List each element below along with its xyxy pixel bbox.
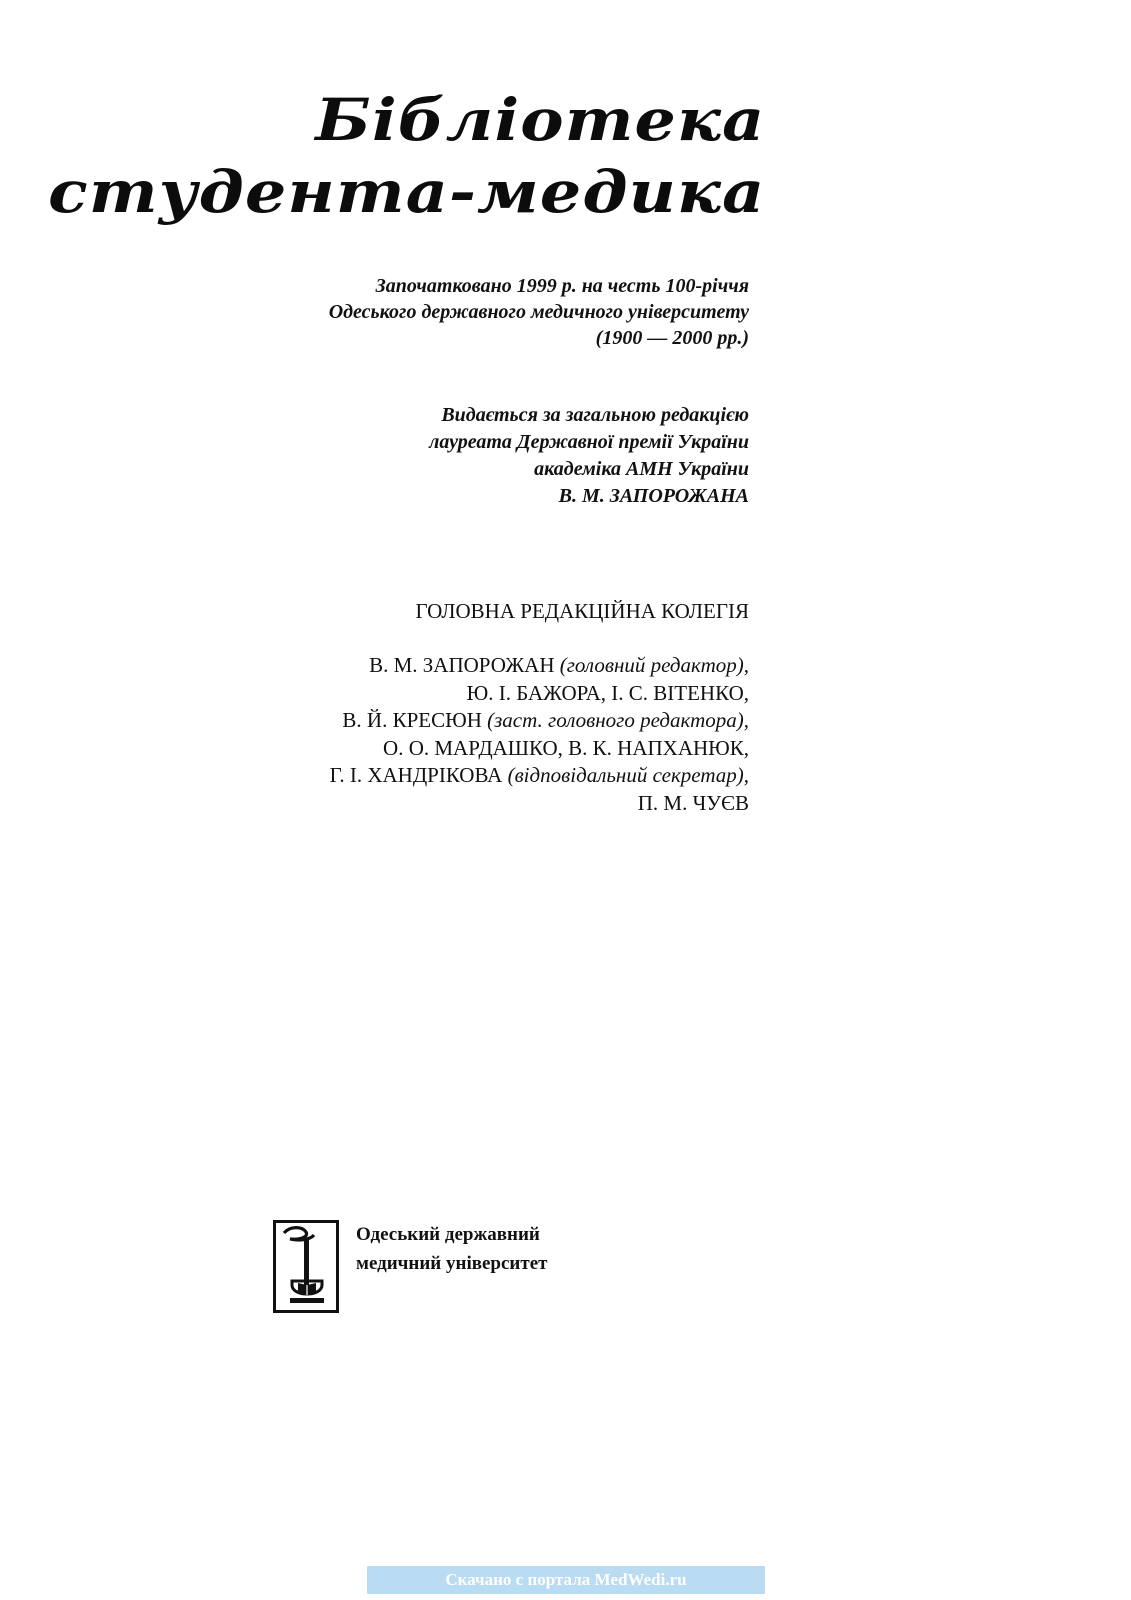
series-title [48, 84, 765, 228]
board-names: П. М. ЧУЄВ [637, 790, 749, 815]
board-line [330, 790, 749, 818]
editorship-note [429, 402, 749, 510]
board-names: О. О. МАРДАШКО, В. К. НАПХАНЮК, [383, 735, 749, 760]
founded-line: Започатковано 1999 р. на честь 100-річчя [375, 275, 749, 297]
editorship-line: лауреата Державної премії України [429, 431, 749, 453]
board-names: Г. І. ХАНДРІКОВА [329, 763, 503, 787]
board-tail: , [743, 653, 749, 677]
snake-bowl-book-icon [273, 1220, 339, 1313]
board-names: Ю. І. БАЖОРА, І. С. ВІТЕНКО, [466, 680, 749, 705]
editorship-line: В. М. ЗАПОРОЖАНА [558, 485, 749, 507]
board-role: (заст. головного редактора) [487, 708, 744, 732]
university-name-line-1: Одеський державний [356, 1224, 540, 1245]
board-tail: , [743, 708, 749, 732]
board-names: В. М. ЗАПОРОЖАН [369, 653, 555, 677]
university-name [356, 1220, 547, 1278]
series-title-line-1: Бібліотека [315, 86, 765, 154]
editorship-line: Видається за загальною редакцією [441, 404, 749, 426]
editorship-line: академіка АМН України [534, 458, 749, 480]
board-line [330, 680, 749, 708]
university-block [273, 1220, 603, 1320]
board-role: (головний редактор) [559, 653, 744, 677]
founded-line: (1900 — 2000 рр.) [595, 327, 749, 349]
board-line [330, 652, 749, 680]
university-name-line-2: медичний університет [356, 1253, 548, 1274]
download-watermark: Скачано с портала MedWedi.ru [367, 1566, 765, 1594]
board-line [330, 762, 749, 790]
editorial-board-heading: ГОЛОВНА РЕДАКЦІЙНА КОЛЕГІЯ [415, 599, 749, 623]
board-names: В. Й. КРЕСЮН [342, 708, 482, 732]
founded-note [329, 273, 749, 351]
board-tail: , [743, 763, 749, 787]
series-title-line-2: студента-медика [47, 158, 765, 226]
board-line [330, 735, 749, 763]
founded-line: Одеського державного медичного університету [328, 301, 749, 323]
editorial-board-list [330, 652, 749, 817]
board-line [330, 707, 749, 735]
board-role: (відповідальний секретар) [507, 763, 744, 787]
